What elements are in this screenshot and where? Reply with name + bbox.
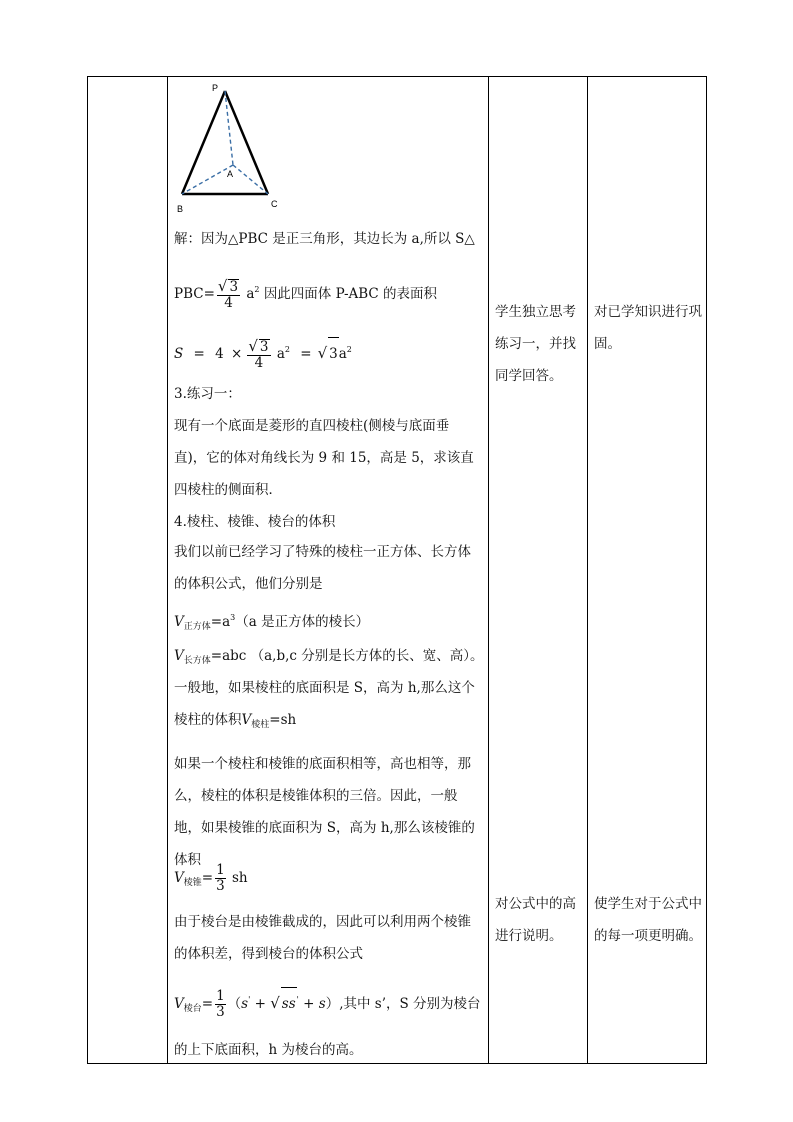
pyramid-volume-formula: $V_{棱锥}=$ $\frac{1}{3}$ sh [174, 862, 248, 894]
frustum-volume-formula: $V_{棱台}=$ $\frac{1}{3}$ （s' + √ ss' + s）,其中 s’，S 分别为棱台 [174, 988, 481, 1020]
prism-volume-text: 一般地，如果棱柱的底面积是 S，高为 h,那么这个棱柱的体积$V_{棱柱}=sh$ [174, 680, 475, 730]
cuboid-volume-formula: $V_{长方体}=abc$ （a,b,c 分别是长方体的长、宽、高）。 [174, 648, 484, 666]
pyramid-volume-text: 如果一个棱柱和棱锥的底面积相等，高也相等，那么，棱柱的体积是棱锥体积的三倍。因此，一般地，如果棱锥的底面积为 S，高为 h,那么该棱锥的体积 [174, 756, 475, 868]
section4-heading: 4.棱柱、棱锥、棱台的体积 [174, 514, 336, 530]
label-p: P [212, 83, 219, 93]
tetrahedron-diagram [174, 80, 304, 220]
edge-pb [182, 91, 225, 194]
edge-ab [182, 165, 233, 194]
design-intent-1: 对已学知识进行巩固。 [594, 304, 702, 352]
design-intent-2: 使学生对于公式中的每一项更明确。 [594, 896, 702, 944]
label-b: B [177, 204, 184, 214]
solution-line-2: PBC= $\frac{√ 3}{4}$ $a^2$ 因此四面体 P-ABC 的表面积 [174, 276, 438, 311]
frustum-last-line: 的上下底面积，h 为棱台的高。 [174, 1042, 363, 1058]
exercise-text: 现有一个底面是菱形的直四棱柱(侧棱与底面垂直)，它的体对角线长为 9 和 15，高是 5，求该直四棱柱的侧面积． [174, 418, 474, 498]
frustum-volume-text: 由于棱台是由棱锥截成的，因此可以利用两个棱锥的体积差，得到棱台的体积公式 [174, 914, 471, 962]
sqrt3-over-4: $\frac{√ 3}{4}$ [217, 276, 239, 311]
section4-intro: 我们以前已经学习了特殊的棱柱一正方体、长方体的体积公式，他们分别是 [174, 544, 471, 592]
student-activity-2: 对公式中的高进行说明。 [495, 896, 576, 944]
solution-line-1: 解：因为△PBC 是正三角形，其边长为 a,所以 S△ [174, 231, 475, 247]
surface-area-formula: S = 4 × $\frac{√ 3}{4}$ $a^2$ = √ $3a^2$ [174, 336, 352, 371]
column-divider-3 [587, 76, 588, 1064]
column-divider-1 [167, 76, 168, 1064]
label-c: C [271, 199, 278, 209]
cube-volume-formula: $V_{正方体}=a^3(a$ 是正方体的棱长） [174, 613, 370, 632]
exercise-heading: 3.练习一： [174, 386, 241, 402]
column-divider-2 [488, 76, 489, 1064]
student-activity-1: 学生独立思考练习一，并找同学回答。 [495, 304, 576, 384]
label-a: A [227, 169, 234, 179]
